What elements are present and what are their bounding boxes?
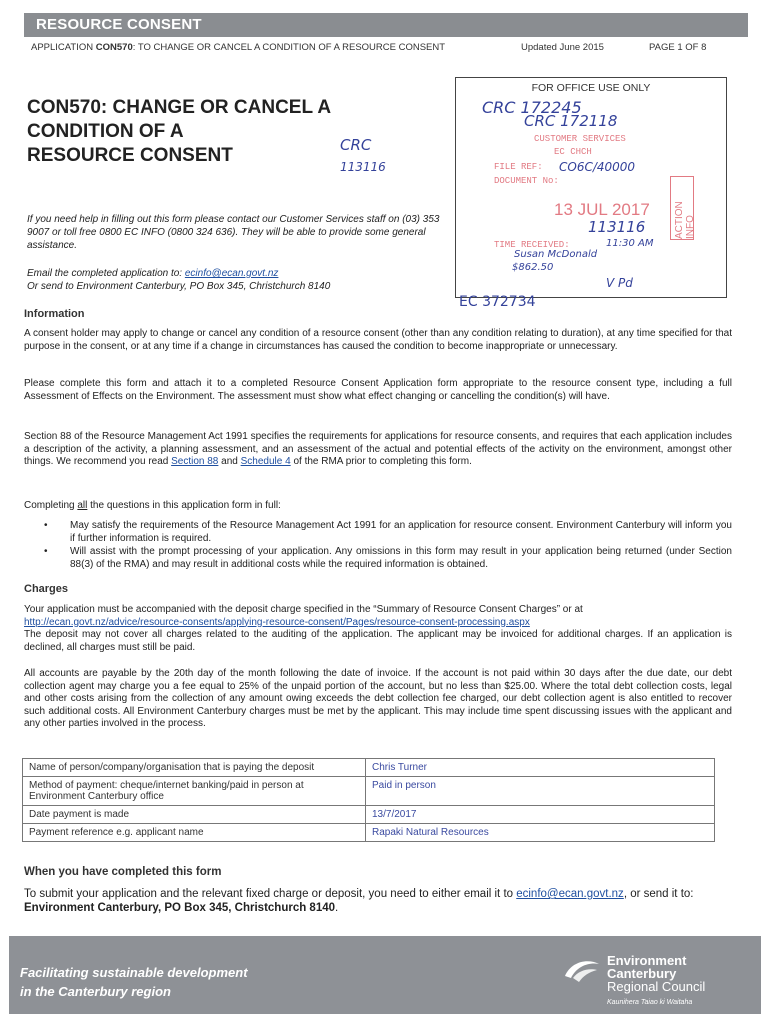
requirements-list xyxy=(44,520,732,572)
handwritten-name: Susan McDonald xyxy=(514,249,598,260)
table-row xyxy=(23,759,715,777)
footer-slogan: Facilitating sustainable development in the Canterbury region xyxy=(20,965,248,999)
postal-address: Environment Canterbury, PO Box 345, Christchurch 8140 xyxy=(24,902,336,914)
charges-paragraph-1: Your application must be accompanied with the deposit charge specified in the “Summary of Resource Consent Charges” or at http://ecan.govt.nz/advice/resource-consents/applying-resource-consent/Pages/resource-consent-processing.aspx The deposit may not cover all charges related to the auditing of the application. The applicant may be invoiced for additional charges. If an application is declined, all charges must still be paid. xyxy=(24,604,732,653)
handwritten-amount: $862.50 xyxy=(512,262,554,273)
payer-label: Name of person/company/organisation that is paying the deposit xyxy=(23,759,366,777)
page-number: PAGE 1 OF 8 xyxy=(649,42,707,53)
updated-date: Updated June 2015 xyxy=(521,42,604,53)
application-code: CON570 xyxy=(95,42,133,53)
table-row xyxy=(23,824,715,842)
email-instructions: Email the completed application to: ecinfo@ecan.govt.nz Or send to Environment Canterbury, PO Box 345, Christchurch 8140 xyxy=(27,268,331,292)
submission-instructions: To submit your application and the relevant fixed charge or deposit, you need to either email it to ecinfo@ecan.govt.nz, or send it to: Environment Canterbury, PO Box 345, Christchurch 8140. xyxy=(24,888,694,914)
section-88-link[interactable]: Section 88 xyxy=(171,456,219,467)
form-title: CON570: CHANGE OR CANCEL A CONDITION OF A RESOURCE CONSENT xyxy=(27,97,332,166)
handwritten-file-ref: CO6C/40000 xyxy=(559,160,636,174)
email-link[interactable]: ecinfo@ecan.govt.nz xyxy=(184,268,279,279)
list-item: • Will assist with the prompt processing of your application. Any omissions in this form may result in your application being returned (under Section 88(3) of the RMA) and may result in additional costs while the required information is obtained. xyxy=(44,546,732,570)
payment-date-label: Date payment is made xyxy=(23,806,366,824)
stamp-date: 13 JUL 2017 xyxy=(554,200,650,219)
handwritten-paid: V Pd xyxy=(606,276,633,290)
completed-heading: When you have completed this form xyxy=(24,866,222,878)
handwritten-crc-side: CRC xyxy=(340,136,372,154)
header-banner xyxy=(24,13,748,37)
footer-banner xyxy=(9,936,761,1014)
charges-url-link[interactable]: http://ecan.govt.nz/advice/resource-consents/applying-resource-consent/Pages/resource-consent-processing.aspx xyxy=(24,616,530,628)
handwritten-document-number: 113116 xyxy=(588,218,646,236)
bullet-icon: • xyxy=(44,520,48,531)
completing-text: Completing all the questions in this application form in full: xyxy=(24,500,281,511)
office-use-box xyxy=(455,77,727,298)
ecan-logo-text: Environment Canterbury Regional Council Kaunihera Taiao ki Waitaha xyxy=(607,953,706,1006)
payment-date-value[interactable]: 13/7/2017 xyxy=(366,806,715,824)
information-heading: Information xyxy=(24,308,85,320)
office-use-label: FOR OFFICE USE ONLY xyxy=(531,82,651,94)
handwritten-number-side: 113116 xyxy=(340,160,386,174)
payer-value[interactable]: Chris Turner xyxy=(366,759,715,777)
action-info-box: ACTION INFO xyxy=(670,176,694,240)
handwritten-time: 11:30 AM xyxy=(606,238,654,249)
banner-title: RESOURCE CONSENT xyxy=(36,16,202,33)
information-paragraph-1: A consent holder may apply to change or cancel any condition of a resource consent (other than any condition relating to duration), at any time specified for that purpose in the consent, or at any time if a change in circumstances has caused the condition to become inappropriate or unnecessary. xyxy=(24,328,732,352)
charges-paragraph-2: All accounts are payable by the 20th day of the month following the date of invoice. If the account is not paid within 30 days after the due date, our debt collection agent may charge you a fee equal to 25% of the unpaid portion of the account, but no less than $25.00. Where the total debt collection costs, legal and other costs arising from the collection of any amount owing exceeds the debt collection fee charged, our debt collection agent is also entitled to recover such additional costs. All Environment Canterbury charges must be met by the applicant. This may include time spent discussing issues with the applicant and any other parties involved in the process. xyxy=(24,668,732,729)
help-text: If you need help in filling out this form please contact our Customer Services staff on (03) 353 9007 or toll free 0800 EC INFO (0800 324 636). They will be able to provide some general assistance. xyxy=(27,214,440,251)
ecan-logo-icon xyxy=(561,950,601,990)
handwritten-crc-1: CRC 172245 xyxy=(482,98,582,117)
handwritten-ec-number: EC 372734 xyxy=(459,294,536,310)
handwritten-crc-2: CRC 172118 xyxy=(524,112,618,130)
received-stamp: CUSTOMER SERVICES EC CHCH FILE REF: DOCUMENT No: 13 JUL 2017 TIME RECEIVED: xyxy=(494,134,650,250)
payment-reference-label: Payment reference e.g. applicant name xyxy=(23,824,366,842)
table-row xyxy=(23,777,715,806)
application-line: APPLICATION CON570: TO CHANGE OR CANCEL A CONDITION OF A RESOURCE CONSENT xyxy=(31,42,446,53)
information-paragraph-2: Please complete this form and attach it to a completed Resource Consent Application form appropriate to the resource consent type, including a full Assessment of Effects on the Environment. The assessment must show what effect changing or cancelling the condition(s) will have. xyxy=(24,378,732,402)
submit-email-link[interactable]: ecinfo@ecan.govt.nz xyxy=(516,888,624,900)
charges-heading: Charges xyxy=(24,583,69,595)
schedule-4-link[interactable]: Schedule 4 xyxy=(240,456,291,467)
payment-table xyxy=(22,758,715,842)
payment-method-label: Method of payment: cheque/internet banking/paid in person at Environment Canterbury office xyxy=(23,777,366,806)
list-item: • May satisfy the requirements of the Resource Management Act 1991 for an application for resource consent. Environment Canterbury will inform you if further information is required. xyxy=(44,520,732,544)
payment-method-value[interactable]: Paid in person xyxy=(366,777,715,806)
table-row xyxy=(23,806,715,824)
payment-reference-value[interactable]: Rapaki Natural Resources xyxy=(366,824,715,842)
information-paragraph-3: Section 88 of the Resource Management Act 1991 specifies the requirements for applications for resource consents, and requires that each application includes a description of the activity, a planning assessment, and an assessment of the actual and potential effects of the activity on the environment, amongst other things. We recommend you read Section 88 and Schedule 4 of the RMA prior to completing this form. xyxy=(24,431,732,467)
bullet-icon: • xyxy=(44,546,48,557)
